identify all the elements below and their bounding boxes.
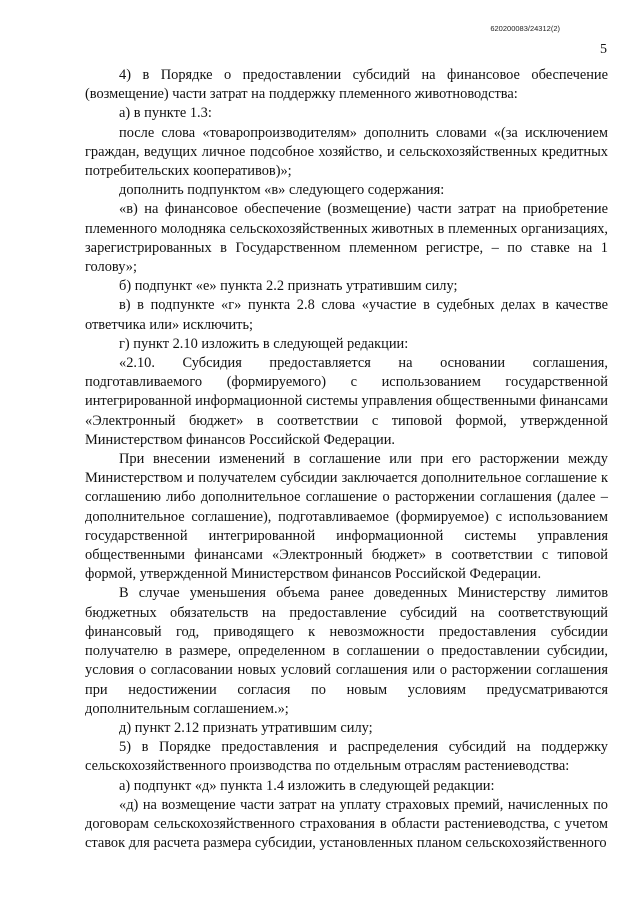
- paragraph: б) подпункт «е» пункта 2.2 признать утратившим силу;: [119, 278, 458, 295]
- paragraph: после слова «товаропроизводителям» дополнить словами «(за исключением граждан, ведущих личное подсобное хозяйство, и сельскохозяйственных кредитных потребительских кооперативов)»;: [85, 124, 608, 180]
- paragraph: В случае уменьшения объема ранее доведенных Министерству лимитов бюджетных обязательств на предоставление субсидий на соответствующий финансовый год, приводящего к невозможности предоставления субсидии получателю в размере, определенном в соглашении о предоставлении субсидии, условия о согласовании новых условий соглашения или о расторжении соглашения при недостижении согласия по новым условиям предусматриваются дополнительным соглашением.»;: [85, 585, 608, 717]
- paragraph: 4) в Порядке о предоставлении субсидий на финансовое обеспечение (возмещение) части затрат на поддержку племенного животноводства:: [85, 67, 608, 103]
- paragraph: в) в подпункте «г» пункта 2.8 слова «участие в судебных делах в качестве ответчика или» исключить;: [85, 297, 608, 333]
- page-number: 5: [600, 42, 607, 57]
- paragraph: д) пункт 2.12 признать утратившим силу;: [119, 719, 373, 736]
- paragraph: 5) в Порядке предоставления и распределения субсидий на поддержку сельскохозяйственного производства по отдельным отраслям растениеводства:: [85, 739, 608, 775]
- paragraph: При внесении изменений в соглашение или при его расторжении между Министерством и получателем субсидии заключается дополнительное соглашение к соглашению либо дополнительное соглашение о расторжении соглашения (далее – дополнительное соглашение), подготавливаемое (формируемое) с использованием государственной интегрированной информационной системы управления общественными финансами «Электронный бюджет» в соответствии с типовой формой, утвержденной Министерством финансов Российской Федерации.: [85, 451, 608, 583]
- document-id: 620200083/24312(2): [490, 24, 560, 33]
- paragraph: «д) на возмещение части затрат на уплату страховых премий, начисленных по договорам сельскохозяйственного страхования в области растениеводства, с учетом ставок для расчета размера субсидии, установленных планом сельскохозяйственного: [85, 796, 608, 852]
- paragraph: «2.10. Субсидия предоставляется на основании соглашения, подготавливаемого (формируемого) с использованием государственной интегрированной информационной системы управления общественными финансами «Электронный бюджет» в соответствии с типовой формой, утвержденной Министерством финансов Российской Федерации.: [85, 355, 608, 448]
- paragraph: г) пункт 2.10 изложить в следующей редакции:: [119, 335, 409, 352]
- paragraph: а) в пункте 1.3:: [119, 105, 212, 122]
- paragraph: а) подпункт «д» пункта 1.4 изложить в следующей редакции:: [119, 777, 495, 794]
- document-body: [85, 66, 608, 853]
- paragraph: «в) на финансовое обеспечение (возмещение) части затрат на приобретение племенного молодняка сельскохозяйственных животных в племенных организациях, зарегистрированных в Государственном племенном регистре, – по ставке на 1 голову»;: [85, 201, 608, 276]
- paragraph: дополнить подпунктом «в» следующего содержания:: [119, 182, 445, 199]
